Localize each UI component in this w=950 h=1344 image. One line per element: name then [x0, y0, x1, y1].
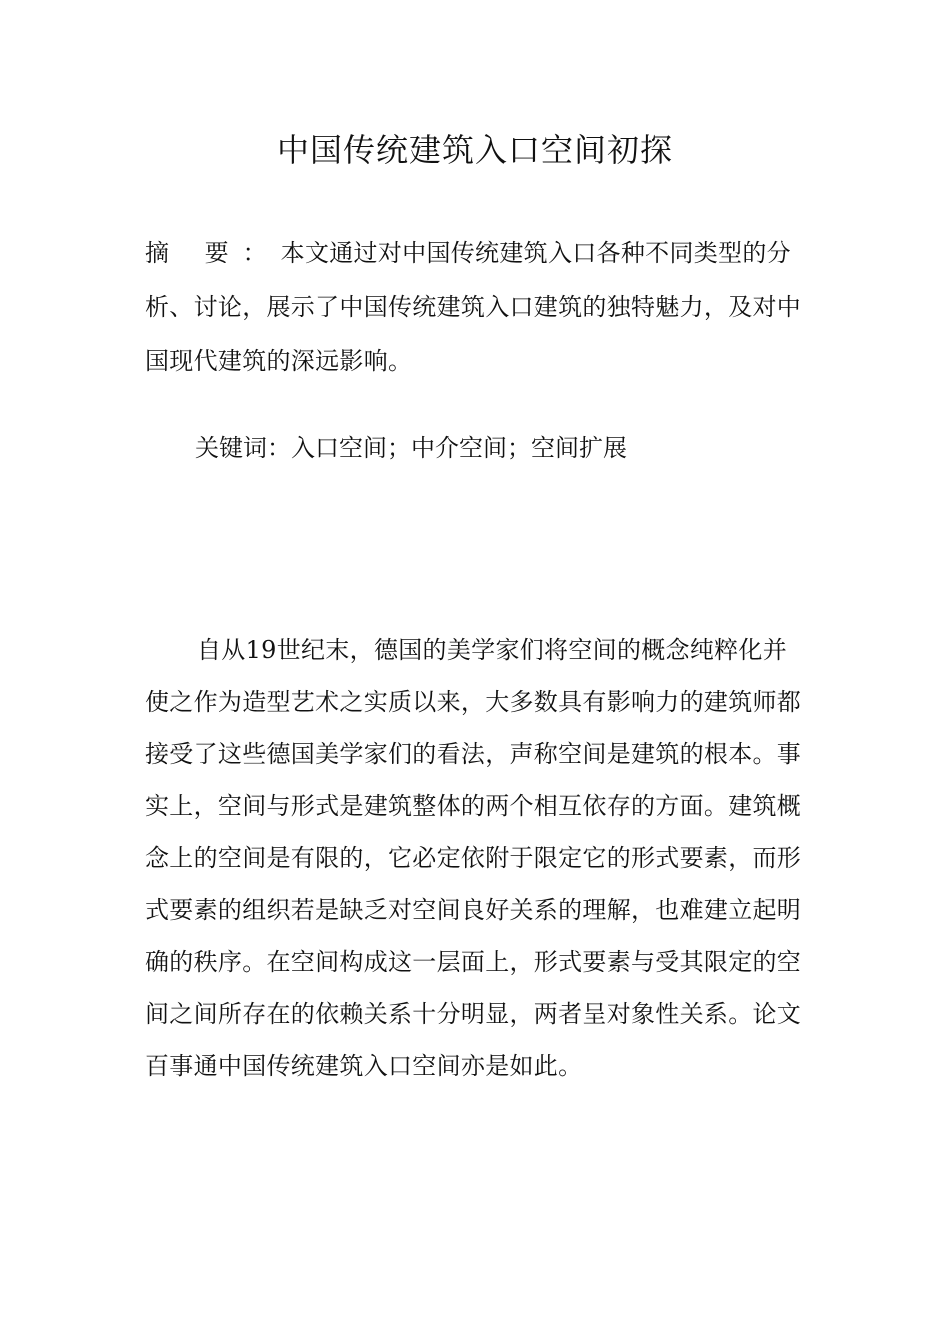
- abstract-label: 摘 要：: [145, 239, 281, 267]
- document-title: 中国传统建筑入口空间初探: [276, 131, 673, 169]
- keywords-line: [195, 426, 815, 470]
- body-paragraph: 自从19世纪末，德国的美学家们将空间的概念纯粹化并使之作为造型艺术之实质以来，大多数具有影响力的建筑师都接受了这些德国美学家们的看法，声称空间是建筑的根本。事实上，空间与形式是建筑整体的两个相互依存的方面。建筑概念上的空间是有限的，它必定依附于限定它的形式要素，而形式要素的组织若是缺乏对空间良好关系的理解，也难建立起明确的秩序。在空间构成这一层面上，形式要素与受其限定的空间之间所存在的依赖关系十分明显，两者呈对象性关系。论文百事通中国传统建筑入口空间亦是如此。: [145, 636, 802, 1080]
- keywords-text: 入口空间；中介空间；空间扩展: [291, 434, 627, 462]
- abstract-text: 本文通过对中国传统建筑入口各种不同类型的分析、讨论，展示了中国传统建筑入口建筑的独特魅力，及对中国现代建筑的深远影响。: [145, 239, 802, 375]
- keywords-label: 关键词：: [195, 434, 291, 462]
- abstract-paragraph: [145, 226, 815, 388]
